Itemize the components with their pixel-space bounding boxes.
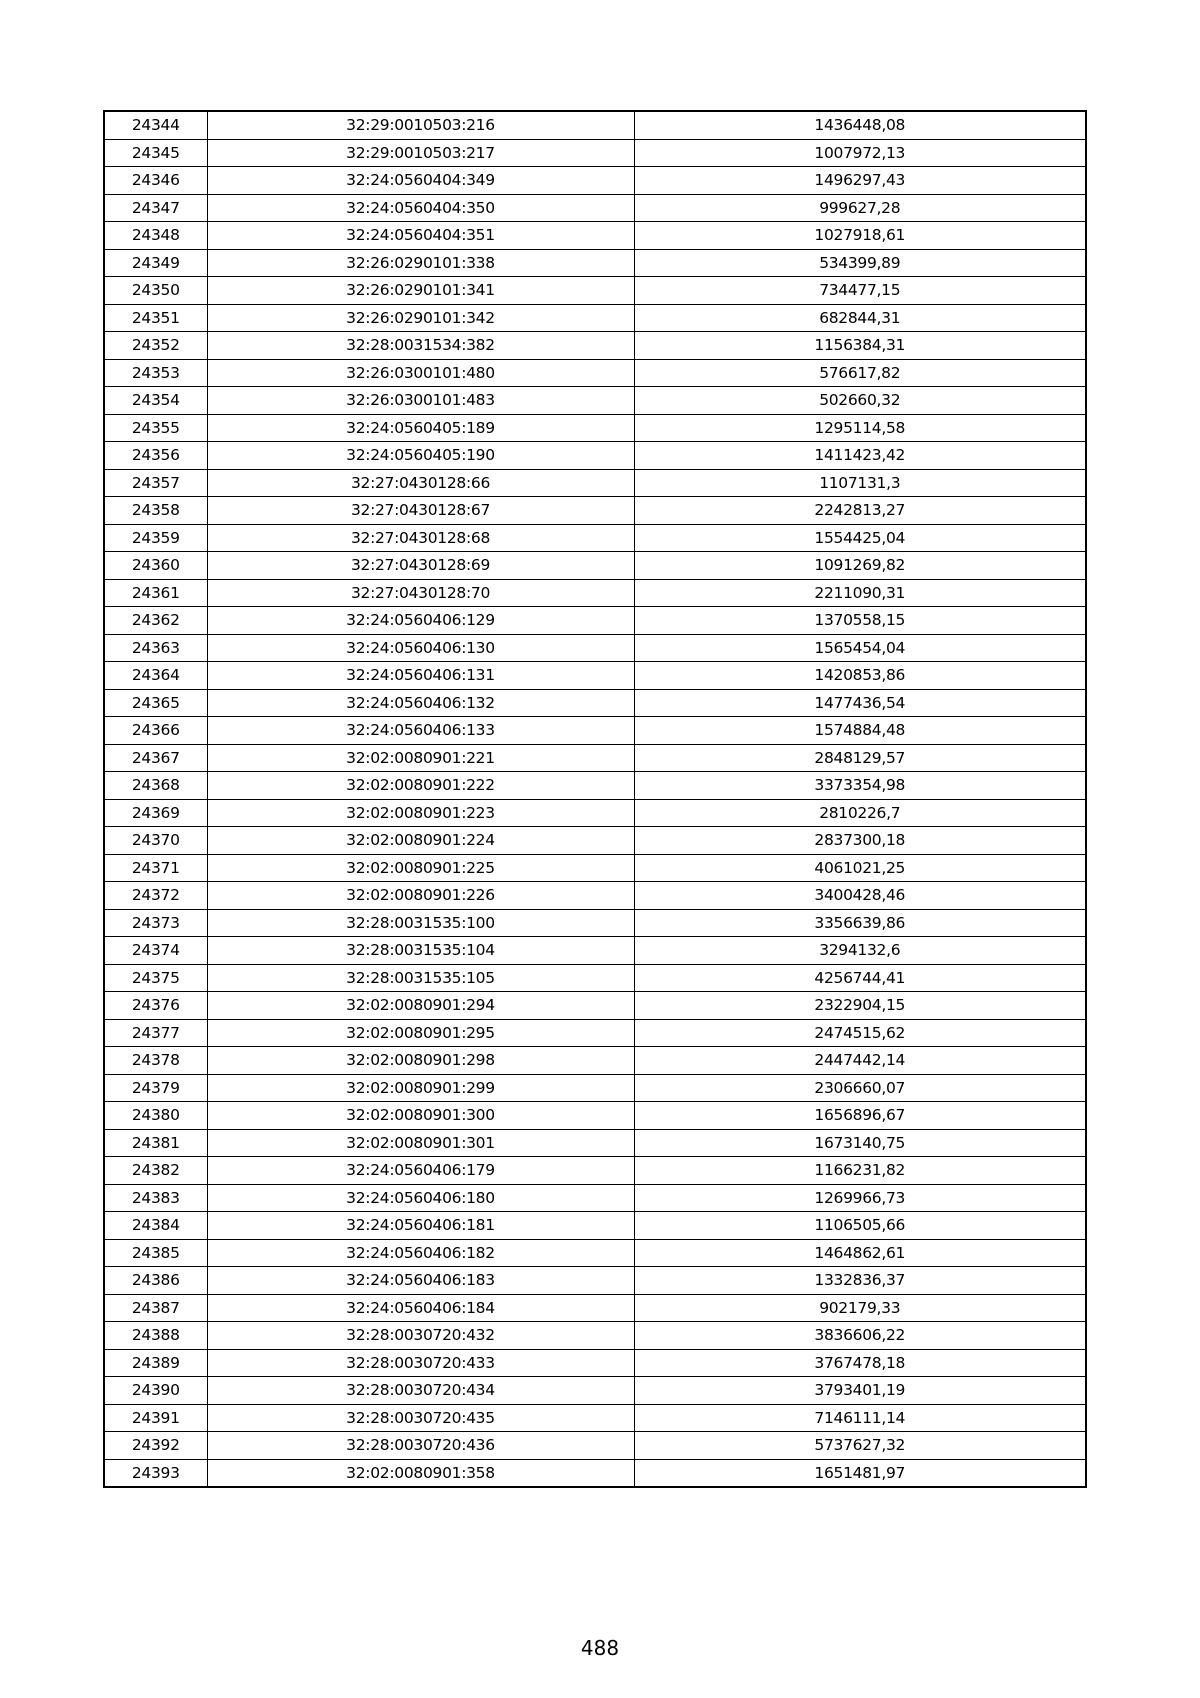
row-number-cell: 24372 [104,882,207,910]
cadastral-number-cell: 32:24:0560404:350 [207,194,634,222]
cadastral-value-cell: 1656896,67 [634,1102,1086,1130]
cadastral-number-cell: 32:24:0560406:132 [207,689,634,717]
row-number-cell: 24350 [104,277,207,305]
cadastral-number-cell: 32:27:0430128:68 [207,524,634,552]
cadastral-value-cell: 1332836,37 [634,1267,1086,1295]
table-row [104,634,1086,662]
table-row [104,1294,1086,1322]
cadastral-value-cell: 902179,33 [634,1294,1086,1322]
row-number-cell: 24385 [104,1239,207,1267]
row-number-cell: 24348 [104,222,207,250]
cadastral-number-cell: 32:28:0030720:432 [207,1322,634,1350]
row-number-cell: 24388 [104,1322,207,1350]
cadastral-value-cell: 1496297,43 [634,167,1086,195]
table-row [104,1459,1086,1487]
table-row [104,1377,1086,1405]
table-row [104,222,1086,250]
row-number-cell: 24376 [104,992,207,1020]
row-number-cell: 24383 [104,1184,207,1212]
table-row [104,249,1086,277]
table-row [104,744,1086,772]
row-number-cell: 24387 [104,1294,207,1322]
cadastral-number-cell: 32:27:0430128:66 [207,469,634,497]
table-row [104,167,1086,195]
table-row [104,1157,1086,1185]
row-number-cell: 24355 [104,414,207,442]
cadastral-value-table [103,110,1087,1488]
cadastral-value-cell: 1436448,08 [634,111,1086,139]
cadastral-number-cell: 32:02:0080901:224 [207,827,634,855]
table-row [104,1432,1086,1460]
cadastral-number-cell: 32:02:0080901:225 [207,854,634,882]
cadastral-number-cell: 32:26:0300101:483 [207,387,634,415]
cadastral-value-cell: 1007972,13 [634,139,1086,167]
row-number-cell: 24381 [104,1129,207,1157]
row-number-cell: 24369 [104,799,207,827]
row-number-cell: 24371 [104,854,207,882]
row-number-cell: 24393 [104,1459,207,1487]
table-row [104,909,1086,937]
table-row [104,1267,1086,1295]
cadastral-value-cell: 1411423,42 [634,442,1086,470]
cadastral-number-cell: 32:02:0080901:358 [207,1459,634,1487]
row-number-cell: 24356 [104,442,207,470]
row-number-cell: 24347 [104,194,207,222]
table-row [104,304,1086,332]
cadastral-number-cell: 32:02:0080901:298 [207,1047,634,1075]
cadastral-value-cell: 2242813,27 [634,497,1086,525]
cadastral-number-cell: 32:02:0080901:294 [207,992,634,1020]
row-number-cell: 24361 [104,579,207,607]
table-row [104,1239,1086,1267]
cadastral-number-cell: 32:28:0030720:433 [207,1349,634,1377]
cadastral-number-cell: 32:02:0080901:301 [207,1129,634,1157]
cadastral-value-cell: 3767478,18 [634,1349,1086,1377]
table-row [104,139,1086,167]
cadastral-number-cell: 32:27:0430128:67 [207,497,634,525]
cadastral-number-cell: 32:24:0560404:349 [207,167,634,195]
row-number-cell: 24384 [104,1212,207,1240]
table-row [104,1322,1086,1350]
table-row [104,277,1086,305]
row-number-cell: 24392 [104,1432,207,1460]
cadastral-value-cell: 2474515,62 [634,1019,1086,1047]
cadastral-number-cell: 32:24:0560406:179 [207,1157,634,1185]
cadastral-value-cell: 1106505,66 [634,1212,1086,1240]
row-number-cell: 24357 [104,469,207,497]
cadastral-value-cell: 1269966,73 [634,1184,1086,1212]
cadastral-number-cell: 32:24:0560406:131 [207,662,634,690]
cadastral-number-cell: 32:28:0030720:436 [207,1432,634,1460]
cadastral-value-cell: 3836606,22 [634,1322,1086,1350]
row-number-cell: 24346 [104,167,207,195]
row-number-cell: 24368 [104,772,207,800]
row-number-cell: 24380 [104,1102,207,1130]
cadastral-number-cell: 32:02:0080901:226 [207,882,634,910]
cadastral-number-cell: 32:24:0560404:351 [207,222,634,250]
row-number-cell: 24363 [104,634,207,662]
table-row [104,1349,1086,1377]
table-row [104,442,1086,470]
cadastral-value-cell: 576617,82 [634,359,1086,387]
cadastral-number-cell: 32:24:0560406:130 [207,634,634,662]
cadastral-value-cell: 1166231,82 [634,1157,1086,1185]
page-number: 488 [580,1636,620,1660]
cadastral-value-cell: 2837300,18 [634,827,1086,855]
cadastral-value-cell: 999627,28 [634,194,1086,222]
row-number-cell: 24360 [104,552,207,580]
table-row [104,854,1086,882]
row-number-cell: 24379 [104,1074,207,1102]
row-number-cell: 24353 [104,359,207,387]
table-row [104,717,1086,745]
table-row [104,1404,1086,1432]
table-row [104,552,1086,580]
row-number-cell: 24389 [104,1349,207,1377]
cadastral-value-cell: 1091269,82 [634,552,1086,580]
row-number-cell: 24378 [104,1047,207,1075]
row-number-cell: 24375 [104,964,207,992]
table-row [104,194,1086,222]
cadastral-number-cell: 32:28:0031535:104 [207,937,634,965]
cadastral-number-cell: 32:24:0560405:189 [207,414,634,442]
cadastral-value-cell: 1295114,58 [634,414,1086,442]
table-row [104,772,1086,800]
cadastral-number-cell: 32:27:0430128:70 [207,579,634,607]
cadastral-value-cell: 4061021,25 [634,854,1086,882]
row-number-cell: 24359 [104,524,207,552]
cadastral-value-cell: 3793401,19 [634,1377,1086,1405]
table-row [104,1074,1086,1102]
cadastral-number-cell: 32:28:0031534:382 [207,332,634,360]
cadastral-value-cell: 734477,15 [634,277,1086,305]
cadastral-number-cell: 32:02:0080901:223 [207,799,634,827]
cadastral-number-cell: 32:26:0290101:342 [207,304,634,332]
cadastral-number-cell: 32:24:0560406:183 [207,1267,634,1295]
cadastral-value-cell: 1107131,3 [634,469,1086,497]
cadastral-number-cell: 32:24:0560406:182 [207,1239,634,1267]
row-number-cell: 24344 [104,111,207,139]
cadastral-value-cell: 3373354,98 [634,772,1086,800]
row-number-cell: 24370 [104,827,207,855]
row-number-cell: 24349 [104,249,207,277]
row-number-cell: 24391 [104,1404,207,1432]
cadastral-number-cell: 32:02:0080901:300 [207,1102,634,1130]
cadastral-value-cell: 2848129,57 [634,744,1086,772]
cadastral-number-cell: 32:26:0290101:338 [207,249,634,277]
row-number-cell: 24386 [104,1267,207,1295]
cadastral-number-cell: 32:27:0430128:69 [207,552,634,580]
row-number-cell: 24382 [104,1157,207,1185]
cadastral-number-cell: 32:28:0030720:434 [207,1377,634,1405]
table-row [104,1019,1086,1047]
cadastral-number-cell: 32:02:0080901:299 [207,1074,634,1102]
row-number-cell: 24354 [104,387,207,415]
cadastral-number-cell: 32:29:0010503:217 [207,139,634,167]
table-row [104,111,1086,139]
cadastral-value-cell: 2306660,07 [634,1074,1086,1102]
cadastral-value-cell: 682844,31 [634,304,1086,332]
table-body [104,111,1086,1487]
table-row [104,992,1086,1020]
cadastral-value-cell: 2322904,15 [634,992,1086,1020]
row-number-cell: 24373 [104,909,207,937]
table-row [104,414,1086,442]
table-row [104,662,1086,690]
cadastral-number-cell: 32:24:0560406:133 [207,717,634,745]
row-number-cell: 24366 [104,717,207,745]
cadastral-value-cell: 1565454,04 [634,634,1086,662]
cadastral-number-cell: 32:02:0080901:295 [207,1019,634,1047]
table-row [104,387,1086,415]
table-row [104,1102,1086,1130]
cadastral-value-cell: 1574884,48 [634,717,1086,745]
row-number-cell: 24352 [104,332,207,360]
table-row [104,524,1086,552]
table-row [104,469,1086,497]
cadastral-value-cell: 3400428,46 [634,882,1086,910]
cadastral-value-cell: 2447442,14 [634,1047,1086,1075]
table-row [104,1047,1086,1075]
cadastral-number-cell: 32:24:0560406:129 [207,607,634,635]
cadastral-number-cell: 32:29:0010503:216 [207,111,634,139]
row-number-cell: 24364 [104,662,207,690]
row-number-cell: 24358 [104,497,207,525]
cadastral-value-cell: 1370558,15 [634,607,1086,635]
cadastral-value-cell: 2810226,7 [634,799,1086,827]
table-row [104,497,1086,525]
cadastral-value-cell: 4256744,41 [634,964,1086,992]
row-number-cell: 24345 [104,139,207,167]
cadastral-number-cell: 32:02:0080901:221 [207,744,634,772]
row-number-cell: 24367 [104,744,207,772]
table-row [104,689,1086,717]
cadastral-value-cell: 5737627,32 [634,1432,1086,1460]
table-row [104,937,1086,965]
cadastral-number-cell: 32:28:0031535:100 [207,909,634,937]
cadastral-number-cell: 32:24:0560406:184 [207,1294,634,1322]
table-row [104,579,1086,607]
cadastral-value-cell: 3356639,86 [634,909,1086,937]
cadastral-value-cell: 3294132,6 [634,937,1086,965]
table-row [104,359,1086,387]
row-number-cell: 24351 [104,304,207,332]
table-row [104,1184,1086,1212]
cadastral-value-cell: 1554425,04 [634,524,1086,552]
cadastral-value-cell: 1464862,61 [634,1239,1086,1267]
table-row [104,799,1086,827]
cadastral-value-cell: 1420853,86 [634,662,1086,690]
table-row [104,827,1086,855]
cadastral-number-cell: 32:24:0560406:181 [207,1212,634,1240]
row-number-cell: 24365 [104,689,207,717]
cadastral-value-cell: 1673140,75 [634,1129,1086,1157]
cadastral-number-cell: 32:26:0290101:341 [207,277,634,305]
table-row [104,607,1086,635]
cadastral-value-cell: 2211090,31 [634,579,1086,607]
cadastral-value-cell: 502660,32 [634,387,1086,415]
cadastral-number-cell: 32:26:0300101:480 [207,359,634,387]
cadastral-number-cell: 32:24:0560405:190 [207,442,634,470]
cadastral-value-cell: 1651481,97 [634,1459,1086,1487]
table-row [104,882,1086,910]
table-row [104,964,1086,992]
row-number-cell: 24362 [104,607,207,635]
cadastral-value-cell: 1027918,61 [634,222,1086,250]
row-number-cell: 24377 [104,1019,207,1047]
table-row [104,1129,1086,1157]
cadastral-number-cell: 32:02:0080901:222 [207,772,634,800]
table-row [104,1212,1086,1240]
cadastral-number-cell: 32:28:0031535:105 [207,964,634,992]
row-number-cell: 24374 [104,937,207,965]
cadastral-value-cell: 534399,89 [634,249,1086,277]
cadastral-number-cell: 32:24:0560406:180 [207,1184,634,1212]
table-row [104,332,1086,360]
cadastral-number-cell: 32:28:0030720:435 [207,1404,634,1432]
cadastral-value-cell: 1156384,31 [634,332,1086,360]
cadastral-value-cell: 7146111,14 [634,1404,1086,1432]
cadastral-value-cell: 1477436,54 [634,689,1086,717]
row-number-cell: 24390 [104,1377,207,1405]
